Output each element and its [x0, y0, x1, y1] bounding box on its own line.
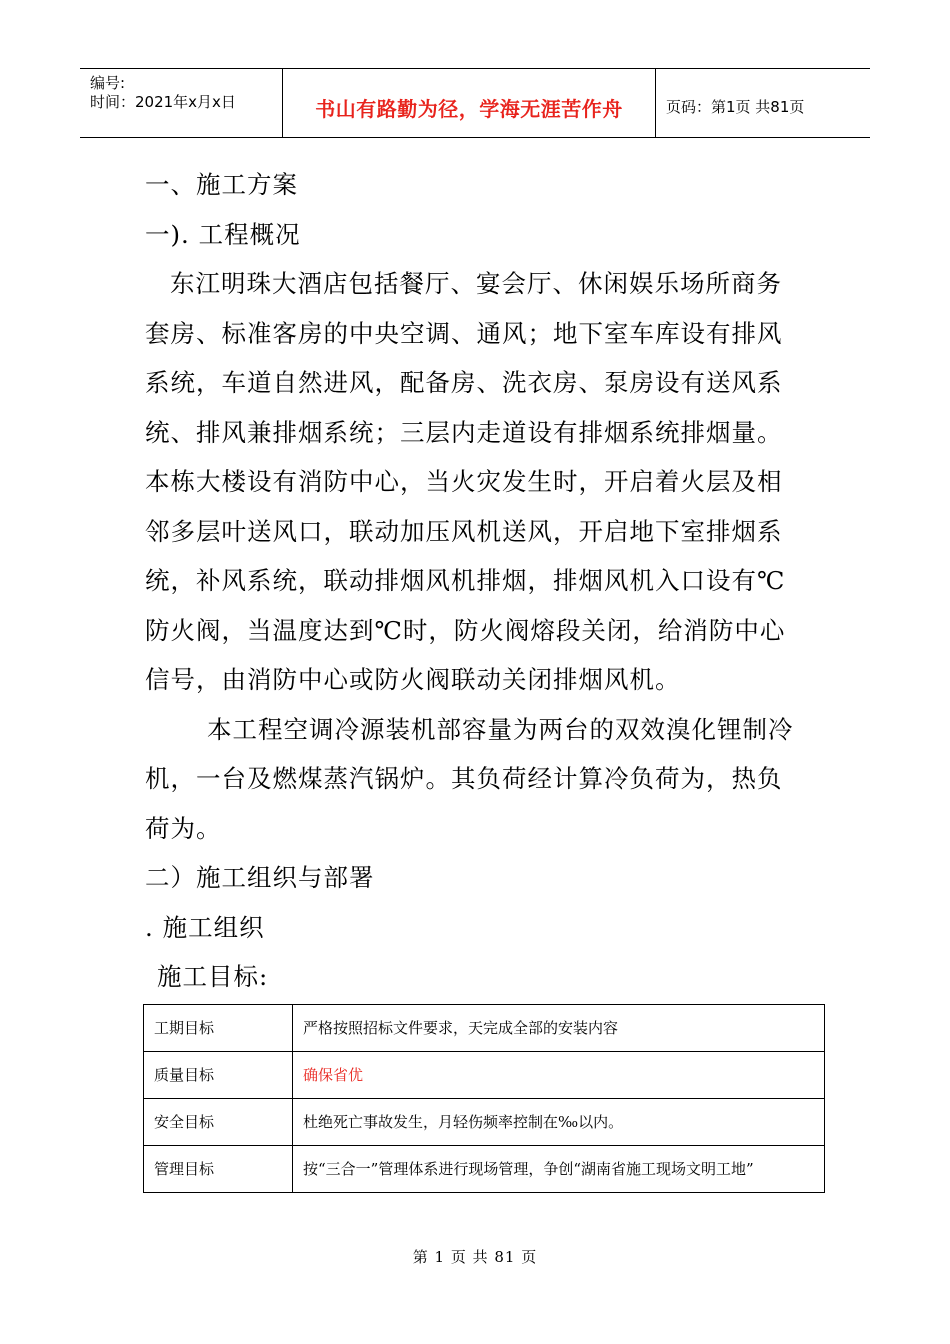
header-motto: 书山有路勤为径，学海无涯苦作舟: [315, 97, 623, 121]
table-row: [144, 1005, 825, 1052]
goal-label: 安全目标: [144, 1099, 293, 1146]
goal-value: 按“三合一”管理体系进行现场管理，争创“湖南省施工现场文明工地”: [293, 1146, 825, 1193]
paragraph-line: 系统，车道自然进风，配备房、洗衣房、泵房设有送风系: [145, 368, 783, 397]
paragraph-line: 荷为。: [145, 813, 222, 843]
paragraph-line: 机，一台及燃煤蒸汽锅炉。其负荷经计算冷负荷为，热负: [145, 764, 783, 793]
table-row: [144, 1099, 825, 1146]
goal-label: 工期目标: [144, 1005, 293, 1052]
paragraph-line: 邻多层叶送风口，联动加压风机送风，开启地下室排烟系: [145, 516, 783, 546]
paragraph-line: 统，补风系统，联动排烟风机排烟，排烟风机入口设有℃: [145, 566, 786, 595]
paragraph-line: 东江明珠大酒店包括餐厅、宴会厅、休闲娱乐场所商务: [170, 269, 782, 298]
document-body: [145, 160, 810, 1002]
table-row: [144, 1052, 825, 1099]
document-time: 时间：2021年x月x日: [90, 93, 236, 111]
goal-value: 严格按照招标文件要求，天完成全部的安装内容: [293, 1005, 825, 1052]
goals-table: [143, 1004, 825, 1193]
goal-value: 确保省优: [293, 1052, 825, 1099]
table-row: [144, 1146, 825, 1193]
header-motto-cell: [282, 69, 656, 137]
goal-value: 杜绝死亡事故发生，月轻伤频率控制在‰以内。: [293, 1099, 825, 1146]
paragraph-line: 本栋大楼设有消防中心，当火灾发生时，开启着火层及相: [145, 467, 783, 496]
goal-label: 质量目标: [144, 1052, 293, 1099]
paragraph-line: 防火阀，当温度达到℃时，防火阀熔段关闭，给消防中心: [145, 615, 786, 645]
header-pager-cell: [656, 69, 870, 137]
paragraph-line: 信号，由消防中心或防火阀联动关闭排烟风机。: [145, 665, 681, 694]
page-header: [80, 68, 870, 138]
header-page-number: 页码：第1页 共81页: [666, 98, 805, 116]
goal-label: 管理目标: [144, 1146, 293, 1193]
header-meta-cell: [80, 69, 282, 137]
paragraph-line: 套房、标准客房的中央空调、通风；地下室车库设有排风: [145, 318, 783, 348]
goals-title: 施工目标:: [157, 962, 269, 991]
subsection-heading: . 施工组织: [145, 912, 265, 942]
paragraph-line: 统、排风兼排烟系统；三层内走道设有排烟系统排烟量。: [145, 417, 783, 447]
subsection-heading: 二）施工组织与部署: [145, 863, 375, 892]
page-footer: 第 1 页 共 81 页: [412, 1248, 538, 1266]
paragraph-line: 本工程空调冷源装机部容量为两台的双效溴化锂制冷: [207, 714, 794, 744]
section-heading: 一、施工方案: [145, 170, 298, 199]
document-number-label: 编号:: [90, 74, 126, 92]
subsection-heading: 一). 工程概况: [145, 219, 301, 249]
